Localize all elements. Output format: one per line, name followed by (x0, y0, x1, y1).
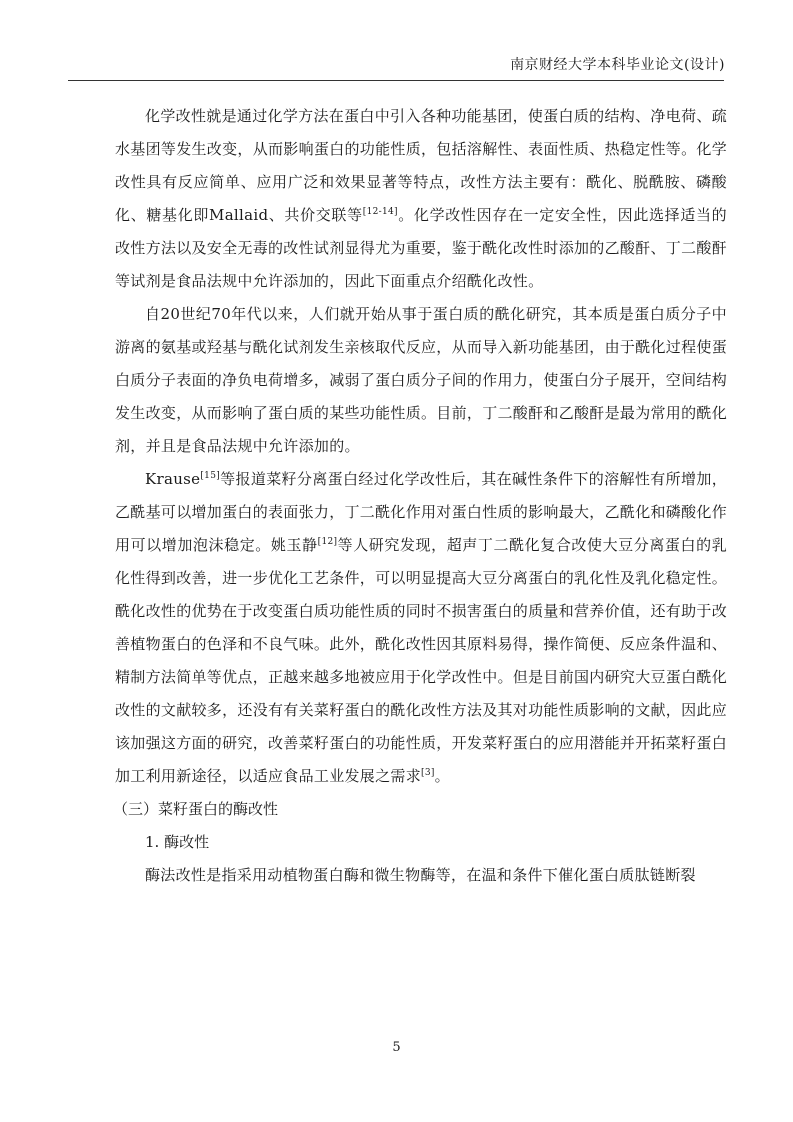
page-body (115, 100, 727, 892)
header-rule (68, 80, 724, 81)
paragraph-text: 化学改性就是通过化学方法在蛋白中引入各种功能基团，使蛋白质的结构、净电荷、疏水基团等发生改变，从而影响蛋白的功能性质，包括溶解性、表面性质、热稳定性等。化学改性具有反应简单、应用广泛和效果显著等特点，改性方法主要有：酰化、脱酰胺、磷酸化、糖基化即Mallaid、共价交联等 (115, 107, 728, 224)
paragraph-text: 等人研究发现，超声丁二酰化复合改使大豆分离蛋白的乳化性得到改善，进一步优化工艺条件，可以明显提高大豆分离蛋白的乳化性及乳化稳定性。酰化改性的优势在于改变蛋白质功能性质的同时不损害蛋白的质量和营养价值，还有助于改善植物蛋白的色泽和不良气味。此外，酰化改性因其原料易得，操作简便、反应条件温和、精制方法简单等优点，正越来越多地被应用于化学改性中。但是目前国内研究大豆蛋白酰化改性的文献较多，还没有有关菜籽蛋白的酰化改性方法及其对功能性质影响的文献，因此应该加强这方面的研究，改善菜籽蛋白的功能性质，开发菜籽蛋白的应用潜能并开拓菜籽蛋白加工利用新途径，以适应食品工业发展之需求 (115, 536, 728, 785)
paragraph-text: 等报道菜籽分离蛋白经过化学改性后，其在碱性条件下的溶解性有所增加，乙酰基可以增加蛋白的表面张力，丁二酰化作用对蛋白性质的影响最大，乙酰化和磷酸化作用可以增加泡沫稳定。姚玉静 (115, 470, 728, 554)
subsection-heading: 1. 酶改性 (145, 833, 210, 851)
section-heading: （三）菜籽蛋白的酶改性 (113, 800, 279, 818)
citation-marker: [12] (317, 537, 338, 547)
paragraph-text: 。化学改性因存在一定安全性，因此选择适当的改性方法以及安全无毒的改性试剂显得尤为重要，鉴于酰化改性时添加的乙酸酐、丁二酸酐等试剂是食品法规中允许添加的，因此下面重点介绍酰化改性。 (115, 206, 728, 290)
paragraph-text: 自20世纪70年代以来，人们就开始从事于蛋白质的酰化研究，其本质是蛋白质分子中游离的氨基或羟基与酰化试剂发生亲核取代反应，从而导入新功能基团，由于酰化过程使蛋白质分子表面的净负电荷增多，减弱了蛋白质分子间的作用力，使蛋白分子展开，空间结构发生改变，从而影响了蛋白质的某些功能性质。目前，丁二酸酐和乙酸酐是最为常用的酰化剂，并且是食品法规中允许添加的。 (115, 305, 728, 455)
paragraph-enzyme-modification: 酶法改性是指采用动植物蛋白酶和微生物酶等，在温和条件下催化蛋白质肽链断裂 (145, 866, 696, 884)
paragraph-text: 。 (434, 767, 450, 785)
citation-marker: [15] (200, 471, 221, 481)
citation-marker: [12-14] (362, 207, 398, 217)
paragraph-krause-study (115, 463, 727, 793)
running-header: 南京财经大学本科毕业论文(设计) (510, 57, 725, 73)
page-number: 5 (392, 1040, 401, 1055)
citation-marker: [3] (421, 768, 435, 778)
paragraph-text: Krause (145, 470, 201, 488)
paragraph-acylation-history (115, 298, 727, 463)
paragraph-chemical-modification (115, 100, 727, 298)
